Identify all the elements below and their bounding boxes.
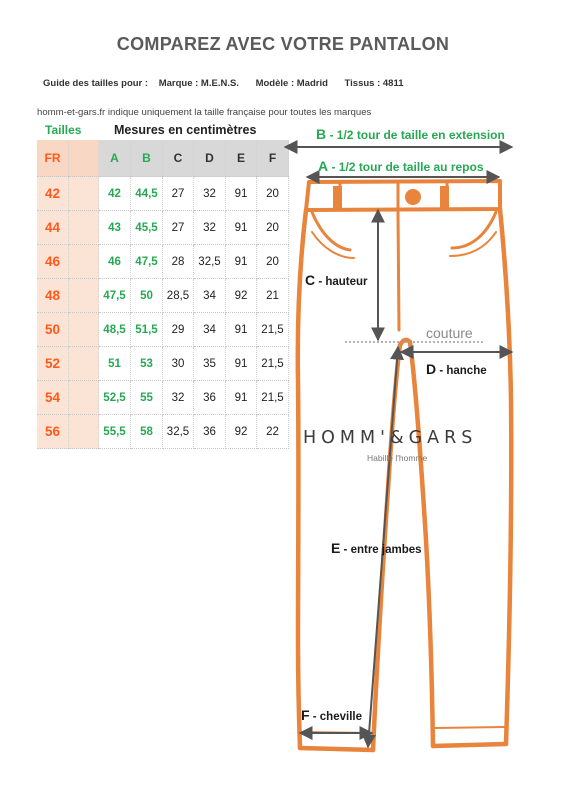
size-fr: 46	[37, 245, 69, 279]
measure-d: 32	[194, 211, 226, 245]
sizing-note: homm-et-gars.fr indique uniquement la taille française pour toutes les marques	[37, 107, 372, 118]
measure-b: 53	[131, 347, 163, 381]
size-fr: 42	[37, 177, 69, 211]
measure-b: 50	[131, 279, 163, 313]
header-e: E	[226, 140, 257, 177]
measure-d: 32	[194, 177, 226, 211]
brand-tagline: Habille l'homme	[367, 453, 428, 463]
guide-brand: Marque : M.E.N.S.	[158, 78, 239, 89]
header-c: C	[163, 140, 194, 177]
measure-b: 47,5	[131, 245, 163, 279]
measure-e: 91	[226, 177, 257, 211]
label-a: A - 1/2 tour de taille au repos	[318, 158, 484, 174]
left-tab	[333, 186, 342, 208]
measure-f: 20	[257, 211, 289, 245]
measure-c: 32	[163, 381, 194, 415]
size-fr: 44	[37, 211, 69, 245]
couture-label: couture	[426, 325, 473, 341]
tailles-heading: Tailles	[45, 123, 82, 137]
measure-c: 32,5	[163, 415, 194, 449]
size-fr: 48	[37, 279, 69, 313]
measure-a: 42	[99, 177, 131, 211]
header-b: B	[131, 140, 163, 177]
size-fr: 52	[37, 347, 69, 381]
measure-e: 91	[226, 245, 257, 279]
right-tab	[440, 186, 449, 208]
label-d: D - hanche	[426, 361, 487, 377]
measure-f: 21,5	[257, 313, 289, 347]
measure-b: 58	[131, 415, 163, 449]
waist-button	[405, 189, 421, 205]
measure-e: 91	[226, 211, 257, 245]
label-e: E - entre jambes	[331, 540, 422, 556]
page-title: COMPAREZ AVEC VOTRE PANTALON	[116, 34, 450, 54]
measure-f: 20	[257, 245, 289, 279]
measure-e: 92	[226, 415, 257, 449]
measure-a: 55,5	[99, 415, 131, 449]
guide-model: Modèle : Madrid	[255, 78, 328, 89]
measure-b: 44,5	[131, 177, 163, 211]
trousers-outline	[298, 181, 511, 750]
measure-f: 21,5	[257, 381, 289, 415]
measure-d: 36	[194, 415, 226, 449]
measure-c: 27	[163, 211, 194, 245]
label-c: C - hauteur	[305, 272, 368, 288]
measure-a: 51	[99, 347, 131, 381]
measure-d: 35	[194, 347, 226, 381]
guide-label: Guide des tailles pour :	[43, 78, 149, 89]
size-fr: 56	[37, 415, 69, 449]
header-a: A	[99, 140, 131, 177]
measure-a: 48,5	[99, 313, 131, 347]
measure-f: 20	[257, 177, 289, 211]
measure-d: 34	[194, 279, 226, 313]
mesures-heading: Mesures en centimètres	[114, 123, 257, 137]
size-fr: 50	[37, 313, 69, 347]
header-f: F	[257, 140, 289, 177]
label-f: F - cheville	[301, 707, 362, 723]
measure-c: 29	[163, 313, 194, 347]
guide-fabric: Tissus : 4811	[344, 78, 404, 89]
measure-d: 36	[194, 381, 226, 415]
measure-d: 34	[194, 313, 226, 347]
header-d: D	[194, 140, 226, 177]
measure-c: 27	[163, 177, 194, 211]
measure-f: 21	[257, 279, 289, 313]
measure-f: 22	[257, 415, 289, 449]
measure-b: 51,5	[131, 313, 163, 347]
measure-c: 30	[163, 347, 194, 381]
measure-e: 91	[226, 381, 257, 415]
measure-d: 32,5	[194, 245, 226, 279]
measure-e: 91	[226, 313, 257, 347]
size-fr: 54	[37, 381, 69, 415]
measure-c: 28,5	[163, 279, 194, 313]
measure-f: 21,5	[257, 347, 289, 381]
measure-e: 91	[226, 347, 257, 381]
brand-logo: HOMM'&GARS	[303, 428, 478, 448]
measure-c: 28	[163, 245, 194, 279]
measure-a: 52,5	[99, 381, 131, 415]
measure-b: 45,5	[131, 211, 163, 245]
measure-a: 47,5	[99, 279, 131, 313]
measure-a: 43	[99, 211, 131, 245]
measure-b: 55	[131, 381, 163, 415]
header-fr: FR	[37, 140, 69, 177]
measure-a: 46	[99, 245, 131, 279]
label-b: B - 1/2 tour de taille en extension	[316, 126, 505, 142]
measure-e: 92	[226, 279, 257, 313]
